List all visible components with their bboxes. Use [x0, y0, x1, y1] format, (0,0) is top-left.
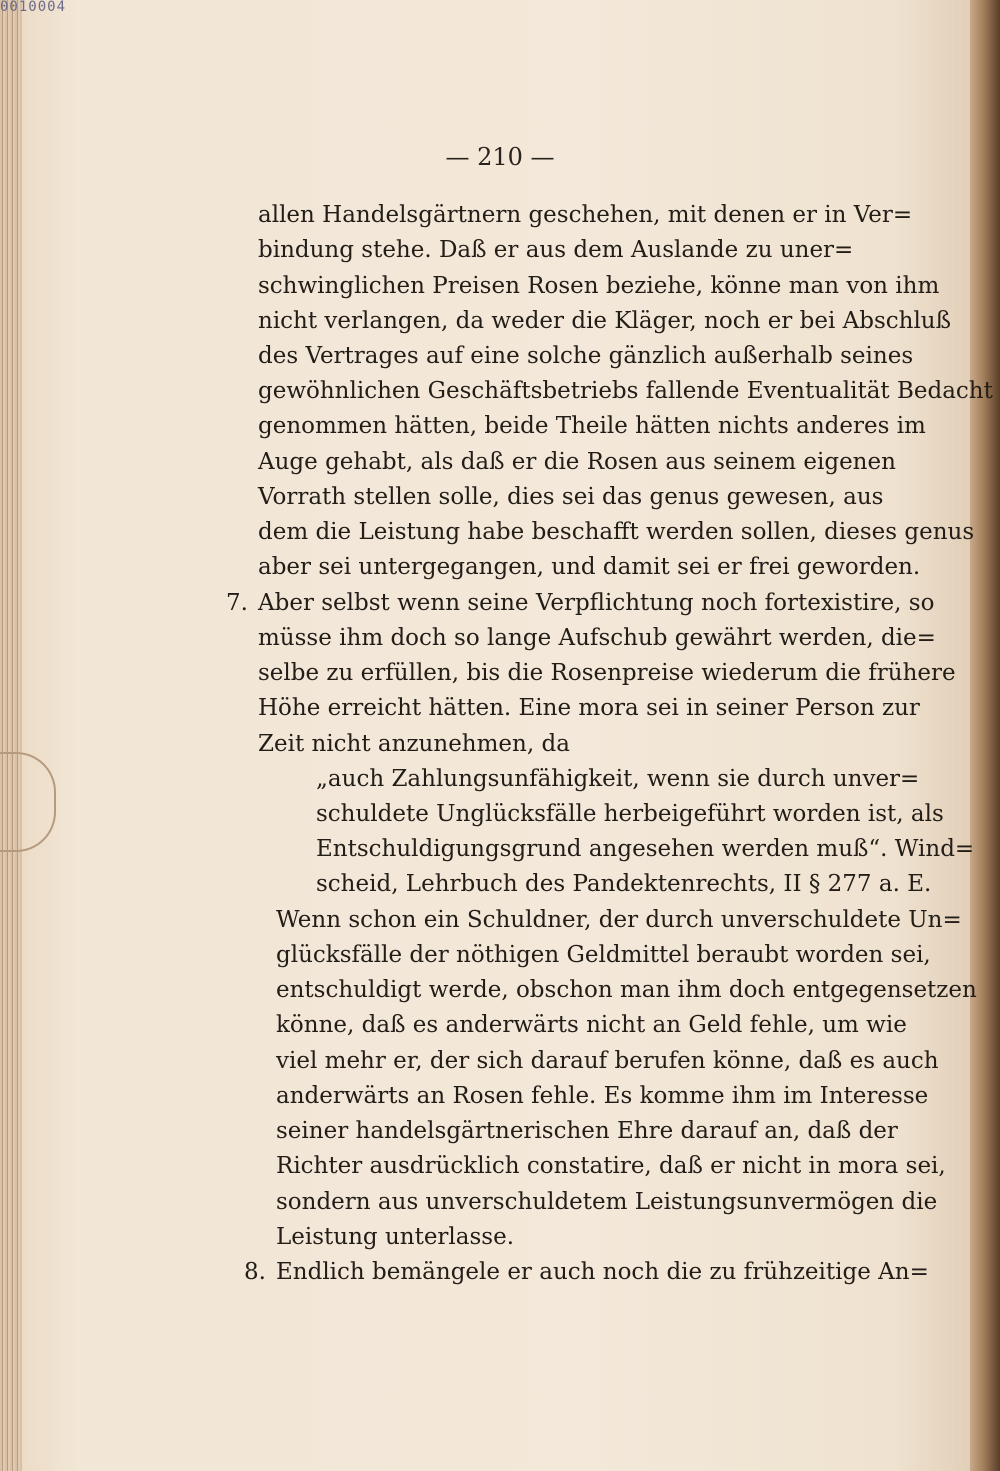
text-line: Vorrath stellen solle, dies sei das genus gewesen, aus — [258, 484, 884, 510]
text-line: könne, daß es anderwärts nicht an Geld fehle, um wie — [276, 1012, 907, 1038]
text-line: Richter ausdrücklich constatire, daß er nicht in mora sei, — [276, 1153, 946, 1179]
text-line: sondern aus unverschuldetem Leistungsunvermögen die — [276, 1189, 938, 1215]
item-7-line — [226, 588, 934, 618]
text-line: des Vertrages auf eine solche gänzlich außerhalb seines — [258, 343, 914, 369]
text-line: Höhe erreicht hätten. Eine mora sei in seiner Person zur — [258, 695, 920, 721]
text-line: entschuldigt werde, obschon man ihm doch entgegensetzen — [276, 977, 977, 1003]
text-line: genommen hätten, beide Theile hätten nichts anderes im — [258, 413, 926, 439]
item-number-8: 8. — [244, 1259, 266, 1285]
text-line: bindung stehe. Daß er aus dem Auslande zu uner= — [258, 237, 854, 263]
text-line: Aber selbst wenn seine Verpflichtung noch fortexistire, so — [258, 590, 935, 616]
binding-edge — [970, 0, 1000, 1471]
text-line: aber sei untergegangen, und damit sei er frei geworden. — [258, 554, 921, 580]
text-line: Endlich bemängele er auch noch die zu frühzeitige An= — [276, 1259, 929, 1285]
book-page-edges — [0, 0, 23, 1471]
text-line: Wenn schon ein Schuldner, der durch unverschuldete Un= — [276, 907, 962, 933]
text-line: glücksfälle der nöthigen Geldmittel beraubt worden sei, — [276, 942, 931, 968]
text-line: viel mehr er, der sich darauf berufen könne, daß es auch — [276, 1048, 939, 1074]
text-line: dem die Leistung habe beschafft werden sollen, dieses genus — [258, 519, 975, 545]
text-line: Auge gehabt, als daß er die Rosen aus seinem eigenen — [258, 449, 896, 475]
text-line: selbe zu erfüllen, bis die Rosenpreise wiederum die frühere — [258, 660, 956, 686]
item-number-7: 7. — [226, 590, 248, 616]
text-line: allen Handelsgärtnern geschehen, mit denen er in Ver= — [258, 202, 913, 228]
text-line: nicht verlangen, da weder die Kläger, noch er bei Abschluß — [258, 308, 951, 334]
item-8-line — [244, 1257, 929, 1287]
text-line: anderwärts an Rosen fehle. Es komme ihm im Interesse — [276, 1083, 929, 1109]
quote-line: schuldete Unglücksfälle herbeigeführt worden ist, als — [316, 801, 944, 827]
text-line: schwinglichen Preisen Rosen beziehe, könne man von ihm — [258, 273, 940, 299]
text-line: Zeit nicht anzunehmen, da — [258, 731, 570, 757]
text-line: gewöhnlichen Geschäftsbetriebs fallende Eventualität Bedacht — [258, 378, 993, 404]
quote-line: Entschuldigungsgrund angesehen werden muß“. Wind= — [316, 836, 975, 862]
text-line: Leistung unterlasse. — [276, 1224, 515, 1250]
text-line: seiner handelsgärtnerischen Ehre darauf an, daß der — [276, 1118, 898, 1144]
text-line: müsse ihm doch so lange Aufschub gewährt werden, die= — [258, 625, 936, 651]
citation-line: scheid, Lehrbuch des Pandektenrechts, II § 277 a. E. — [316, 871, 932, 897]
page-number: — 210 — — [445, 143, 555, 171]
corner-mark: 0010004 — [0, 0, 67, 15]
quote-line: „auch Zahlungsunfähigkeit, wenn sie durch unver= — [316, 766, 920, 792]
